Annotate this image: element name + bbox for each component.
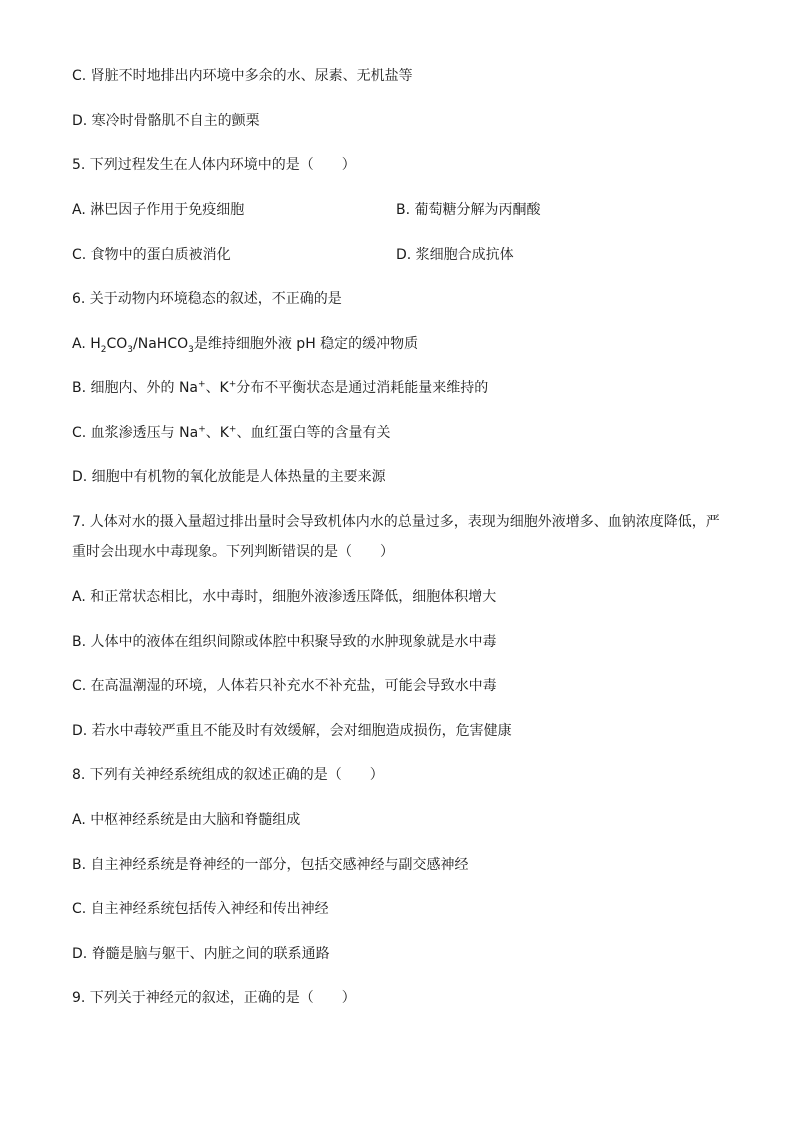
option-c-q4: C. 肾脏不时地排出内环境中多余的水、尿素、无机盐等: [72, 68, 413, 84]
option-b-q6-prefix: B. 细胞内、外的 Na: [72, 380, 199, 396]
option-a-q7: A. 和正常状态相比，水中毒时，细胞外液渗透压降低，细胞体积增大: [72, 589, 497, 605]
superscript-plus: +: [198, 379, 206, 390]
option-b-q6-mid: 、K: [205, 380, 229, 396]
option-d-q5: D. 浆细胞合成抗体: [396, 247, 514, 263]
superscript-plus-k2: +: [228, 424, 237, 435]
question-5: 5. 下列过程发生在人体内环境中的是（ ）: [72, 157, 356, 173]
option-a-q5: A. 淋巴因子作用于免疫细胞: [72, 202, 245, 218]
option-c-q5: C. 食物中的蛋白质被消化: [72, 247, 231, 263]
option-a-q6: [72, 334, 418, 354]
option-b-q6: [72, 378, 488, 398]
superscript-plus-na: +: [198, 424, 206, 435]
question-8: 8. 下列有关神经系统组成的叙述正确的是（ ）: [72, 767, 384, 783]
option-b-q7: B. 人体中的液体在组织间隙或体腔中积聚导致的水肿现象就是水中毒: [72, 634, 497, 650]
option-d-q4: D. 寒冷时骨骼肌不自主的颤栗: [72, 113, 260, 129]
superscript-plus-k: +: [228, 379, 237, 390]
option-a-q8: A. 中枢神经系统是由大脑和脊髓组成: [72, 812, 301, 828]
option-c-q6-suffix: 、血红蛋白等的含量有关: [236, 425, 391, 441]
option-c-q6-prefix: C. 血浆渗透压与 Na: [72, 425, 199, 441]
option-a-q6-suffix: 是维持细胞外液 pH 稳定的缓冲物质: [193, 336, 419, 352]
option-b-q6-suffix: 分布不平衡状态是通过消耗能量来维持的: [236, 380, 489, 396]
option-b-q8: B. 自主神经系统是脊神经的一部分，包括交感神经与副交感神经: [72, 857, 469, 873]
subscript-3: 3: [127, 344, 134, 355]
option-a-q6-co: CO: [106, 336, 128, 352]
question-9: 9. 下列关于神经元的叙述，正确的是（ ）: [72, 990, 356, 1006]
option-d-q7: D. 若水中毒较严重且不能及时有效缓解，会对细胞造成损伤，危害健康: [72, 723, 512, 739]
subscript-3b: 3: [188, 344, 194, 355]
option-d-q8: D. 脊髓是脑与躯干、内脏之间的联系通路: [72, 946, 330, 962]
option-b-q5: B. 葡萄糖分解为丙酮酸: [396, 202, 541, 218]
subscript-2: 2: [100, 344, 107, 355]
question-6: 6. 关于动物内环境稳态的叙述，不正确的是: [72, 291, 342, 307]
option-c-q6-mid: 、K: [205, 425, 229, 441]
option-c-q8: C. 自主神经系统包括传入神经和传出神经: [72, 901, 329, 917]
option-c-q7: C. 在高温潮湿的环境，人体若只补充水不补充盐，可能会导致水中毒: [72, 678, 497, 694]
option-a-q6-prefix: A. H: [72, 336, 101, 352]
option-a-q6-nahco: /NaHCO: [133, 336, 189, 352]
question-7: 7. 人体对水的摄入量超过排出量时会导致机体内水的总量过多，表现为细胞外液增多、血钠浓度降低，严重时会出现水中毒现象。下列判断错误的是（ ）: [72, 514, 720, 560]
option-d-q6: D. 细胞中有机物的氧化放能是人体热量的主要来源: [72, 469, 386, 485]
option-c-q6: [72, 423, 390, 443]
